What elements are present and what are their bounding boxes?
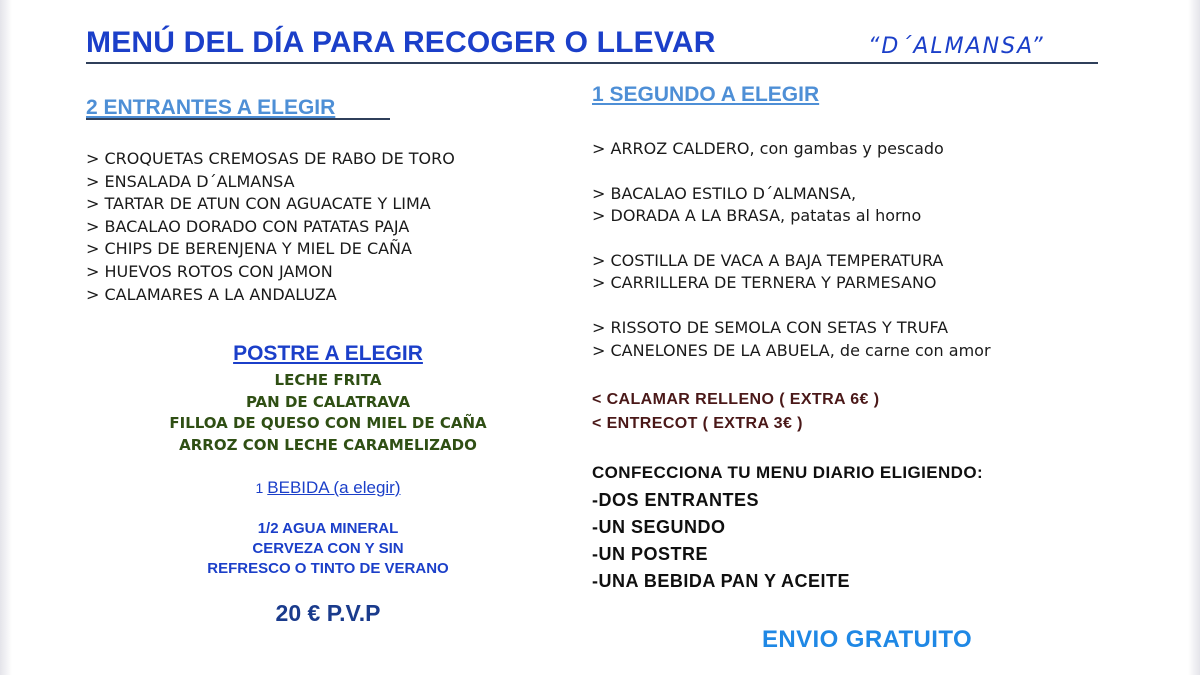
list-item: > CROQUETAS CREMOSAS DE RABO DE TORO [86, 149, 455, 168]
list-item: -UN POSTRE [592, 544, 709, 564]
confecciona-list [592, 487, 850, 595]
restaurant-brand: “D´ALMANSA” [868, 34, 1045, 59]
list-item: > ENSALADA D´ALMANSA [86, 171, 295, 191]
list-item: > CHIPS DE BERENJENA Y MIEL DE CAÑA [86, 239, 412, 259]
list-item: > BACALAO ESTILO D´ALMANSA, [592, 183, 857, 203]
list-item: -UNA BEBIDA PAN Y ACEITE [592, 571, 851, 591]
entrantes-list [86, 148, 455, 306]
postre-heading: POSTRE A ELEGIR [233, 342, 423, 365]
segundo-list [592, 138, 991, 362]
menu-title: MENÚ DEL DÍA PARA RECOGER O LLEVAR [86, 26, 716, 59]
list-item: > CALAMARES A LA ANDALUZA [86, 284, 337, 304]
list-item: ARROZ CON LECHE CARAMELIZADO [179, 435, 477, 454]
list-item: > COSTILLA DE VACA A BAJA TEMPERATURA [592, 250, 944, 270]
bebida-count: 1 [255, 480, 264, 496]
extra-item: < CALAMAR RELLENO ( EXTRA 6€ ) [592, 391, 880, 408]
menu-price: 20 € P.V.P [275, 600, 381, 626]
confecciona-heading: CONFECCIONA TU MENU DIARIO ELIGIENDO: [592, 463, 983, 482]
list-item: > HUEVOS ROTOS CON JAMON [86, 261, 333, 281]
free-delivery-note: ENVIO GRATUITO [762, 626, 973, 653]
title-underline [86, 62, 1098, 64]
list-item: 1/2 AGUA MINERAL [257, 520, 399, 537]
extras-list [592, 388, 879, 436]
list-item: > CARRILLERA DE TERNERA Y PARMESANO [592, 273, 937, 293]
segundo-heading: 1 SEGUNDO A ELEGIR [592, 83, 820, 106]
entrantes-underline [86, 118, 390, 120]
bebida-label: BEBIDA (a elegir) [267, 478, 401, 497]
list-item: LECHE FRITA [274, 371, 382, 389]
list-item: > TARTAR DE ATUN CON AGUACATE Y LIMA [86, 194, 431, 214]
bebida-heading [0, 478, 656, 498]
page-edge-right [1188, 0, 1200, 675]
list-item: CERVEZA CON Y SIN [252, 540, 404, 557]
entrantes-heading: 2 ENTRANTES A ELEGIR [86, 96, 336, 119]
list-item: PAN DE CALATRAVA [245, 392, 411, 411]
list-item: > BACALAO DORADO CON PATATAS PAJA [86, 216, 410, 236]
list-item: > RISSOTO DE SEMOLA CON SETAS Y TRUFA [592, 317, 949, 337]
bebida-list [0, 519, 656, 579]
list-item: > CANELONES DE LA ABUELA, de carne con amor [592, 340, 991, 360]
extra-item: < ENTRECOT ( EXTRA 3€ ) [592, 415, 803, 432]
list-item: -DOS ENTRANTES [592, 490, 760, 510]
list-item: -UN SEGUNDO [592, 517, 726, 537]
list-item: > DORADA A LA BRASA, patatas al horno [592, 206, 922, 226]
list-item: > ARROZ CALDERO, con gambas y pescado [592, 139, 944, 158]
postre-list [0, 370, 656, 456]
list-item: REFRESCO O TINTO DE VERANO [207, 560, 449, 577]
list-item: FILLOA DE QUESO CON MIEL DE CAÑA [169, 414, 487, 432]
